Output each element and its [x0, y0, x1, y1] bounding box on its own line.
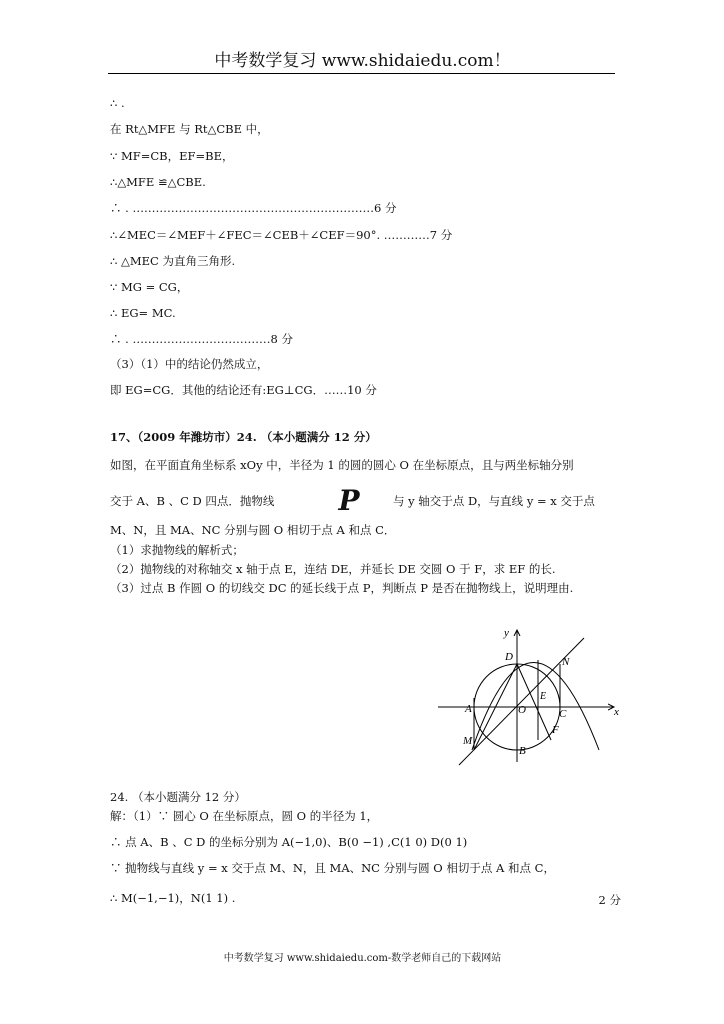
label-d: D: [505, 651, 513, 663]
score-note: 2 分: [598, 893, 621, 907]
parabola-formula-image: P: [338, 484, 360, 517]
label-y: y: [504, 627, 509, 639]
problem-text: 交于 A、B 、C D 四点．抛物线: [110, 494, 275, 508]
label-o: O: [518, 704, 526, 716]
text-line: ∵ MG = CG，: [110, 280, 189, 294]
text-line: ∵ MF=CB，EF=BE，: [110, 149, 234, 163]
problem-text: M、N，且 MA、NC 分别与圆 O 相切于点 A 和点 C．: [110, 523, 396, 537]
label-f: F: [552, 724, 559, 736]
question-3: （3）过点 B 作圆 O 的切线交 DC 的延长线于点 P，判断点 P 是否在抛物线上，说明理由.: [110, 581, 574, 595]
text-line: （3）（1）中的结论仍然成立，: [110, 357, 269, 371]
text-line: ∴ . ………………………………8 分: [110, 332, 293, 346]
page-footer: 中考数学复习 www.shidaiedu.com-数学老师自己的下载网站: [223, 953, 502, 964]
text-line: ∴ . ………………………………………………………6 分: [110, 201, 397, 215]
problem-text: 如图，在平面直角坐标系 xOy 中，半径为 1 的圆的圆心 O 在坐标原点，且与两坐标轴分别: [110, 458, 574, 472]
label-m: M: [463, 735, 473, 747]
text-line: ∴ △MEC 为直角三角形.: [110, 254, 236, 268]
solution-text: ∴ 点 A、B 、C D 的坐标分别为 A(−1,0)、B(0 −1) ,C(1 0) D(0 1): [110, 835, 468, 849]
text-line: ∴△MFE ≌△CBE.: [110, 175, 206, 189]
question-2: （2）抛物线的对称轴交 x 轴于点 E，连结 DE，并延长 DE 交圆 O 于 F，求 EF 的长.: [110, 562, 556, 576]
label-n: N: [562, 656, 570, 668]
text-line: ∴ EG= MC.: [110, 306, 176, 320]
page-header: 中考数学复习 www.shidaiedu.com！: [214, 51, 511, 71]
solution-text: ∴ M(−1,−1)，N(1 1) .: [110, 891, 236, 905]
problem-text: 与 y 轴交于点 D，与直线 y = x 交于点: [393, 494, 595, 508]
text-line: 在 Rt△MFE 与 Rt△CBE 中，: [110, 122, 269, 136]
header-rule: [108, 73, 615, 74]
label-b: B: [519, 745, 526, 757]
solution-heading: 24. （本小题满分 12 分）: [110, 790, 246, 804]
solution-text: 解：（1）∵ 圆心 O 在坐标原点，圆 O 的半径为 1，: [110, 809, 379, 823]
label-e: E: [540, 691, 547, 702]
label-a: A: [465, 703, 472, 715]
question-1: （1）求抛物线的解析式；: [110, 543, 244, 557]
geometry-figure: [432, 620, 632, 770]
label-c: C: [559, 708, 567, 720]
text-line: ∴∠MEC＝∠MEF＋∠FEC＝∠CEB＋∠CEF＝90°. …………7 分: [110, 228, 453, 242]
text-line: ∴ .: [110, 96, 125, 110]
label-x: x: [614, 706, 619, 718]
text-line: 即 EG=CG．其他的结论还有:EG⊥CG．……10 分: [110, 383, 377, 397]
solution-text: ∵ 抛物线与直线 y = x 交于点 M、N，且 MA、NC 分别与圆 O 相切于点 A 和点 C，: [110, 861, 555, 875]
problem-heading: 17、（2009 年潍坊市）24. （本小题满分 12 分）: [110, 430, 377, 444]
